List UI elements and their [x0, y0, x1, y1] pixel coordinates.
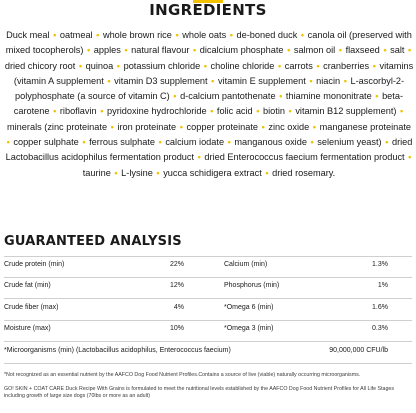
- analysis-value: 0.3%: [372, 325, 388, 332]
- ingredient-item: ferrous sulphate: [89, 137, 155, 148]
- divider: [4, 341, 412, 342]
- ingredient-item: choline chloride: [210, 60, 275, 71]
- analysis-value: 10%: [169, 325, 184, 332]
- separator-dot: •: [175, 30, 179, 40]
- ingredient-item: riboflavin: [59, 106, 97, 117]
- analysis-row: [4, 257, 412, 273]
- ingredient-item: vitamin B12 supplement): [295, 106, 397, 117]
- analysis-row: [4, 278, 412, 294]
- ingredient-item: vitamin E supplement: [217, 75, 306, 86]
- separator-dot: •: [53, 106, 57, 117]
- ingredient-item: whole brown rice: [102, 30, 172, 40]
- analysis-value: 22%: [169, 261, 184, 268]
- separator-dot: •: [82, 137, 86, 148]
- ingredient-item: oatmeal: [59, 30, 93, 40]
- ingredient-item: salmon oil: [293, 45, 336, 56]
- separator-dot: •: [173, 91, 177, 102]
- analysis-label: Moisture (max): [4, 325, 51, 332]
- separator-dot: •: [287, 45, 291, 56]
- ingredient-item: calcium iodate: [165, 137, 225, 148]
- analysis-value: 4%: [173, 304, 184, 311]
- separator-dot: •: [383, 45, 387, 56]
- separator-dot: •: [408, 45, 412, 56]
- separator-dot: •: [107, 75, 111, 86]
- separator-dot: •: [179, 121, 183, 132]
- footnote-nutrient: *Not recognized as an essential nutrient by the AAFCO Dog Food Nutrient Profiles.Contains a source of live (viable) naturally occurring microorganisms.: [4, 372, 361, 378]
- ingredient-item: quinoa: [85, 60, 114, 71]
- ingredient-item: copper proteinate: [186, 121, 259, 132]
- separator-dot: •: [96, 30, 100, 40]
- separator-dot: •: [288, 106, 292, 117]
- separator-dot: •: [312, 121, 317, 132]
- ingredient-item: L-lysine: [121, 167, 153, 178]
- separator-dot: •: [192, 45, 197, 56]
- separator-dot: •: [300, 30, 305, 40]
- analysis-value: 1.3%: [372, 261, 388, 268]
- analysis-label: *Omega 3 (min): [224, 325, 274, 332]
- analysis-row: [4, 300, 412, 316]
- ingredient-item: cranberries: [323, 60, 370, 71]
- ingredient-item: carrots: [284, 60, 313, 71]
- ingredients-list: [4, 28, 414, 181]
- ingredient-item: salt: [390, 45, 405, 56]
- separator-dot: •: [6, 137, 10, 148]
- separator-dot: •: [78, 60, 83, 71]
- separator-dot: •: [375, 91, 379, 102]
- separator-dot: •: [86, 45, 91, 56]
- ingredient-item: folic acid: [216, 106, 253, 117]
- footnote-aafco: GO! SKIN + COAT CARE Duck Recipe With Grains is formulated to meet the nutritional levels established by the AAFCO Dog Food Nutrient Profiles for All Life Stages including growth of large size dogs (70lbs or more as an adult): [4, 386, 395, 399]
- separator-dot: •: [110, 121, 114, 132]
- separator-dot: •: [279, 91, 283, 102]
- separator-dot: •: [310, 137, 314, 148]
- separator-dot: •: [197, 152, 201, 163]
- ingredient-item: manganese proteinate: [319, 121, 412, 132]
- ingredient-item: zinc oxide: [268, 121, 310, 132]
- separator-dot: •: [158, 137, 162, 148]
- ingredient-item: L-ascorbyl-2-polyphosphate (a source of vitamin C): [14, 75, 405, 102]
- ingredient-item: d-calcium pantothenate: [180, 91, 276, 102]
- ingredient-item: biotin: [263, 106, 285, 117]
- separator-dot: •: [53, 30, 57, 40]
- separator-dot: •: [265, 167, 269, 178]
- separator-dot: •: [343, 75, 347, 86]
- analysis-row: [4, 321, 412, 337]
- separator-dot: •: [277, 60, 282, 71]
- ingredient-item: apples: [93, 45, 121, 56]
- ingredient-item: minerals (zinc proteinate: [6, 121, 108, 132]
- separator-dot: •: [309, 75, 313, 86]
- ingredient-item: vitamin D3 supplement: [114, 75, 208, 86]
- ingredient-item: dried rosemary.: [272, 167, 336, 178]
- ingredient-item: thiamine mononitrate: [285, 91, 372, 102]
- analysis-value: 12%: [169, 282, 184, 289]
- ingredient-item: whole oats: [182, 30, 227, 40]
- divider: [4, 298, 412, 299]
- ingredients-title: INGREDIENTS: [149, 1, 267, 19]
- separator-dot: •: [408, 152, 412, 163]
- separator-dot: •: [316, 60, 320, 71]
- analysis-label: *Omega 6 (min): [224, 304, 274, 311]
- ingredient-item: dried Enterococcus faecium fermentation product: [204, 152, 405, 163]
- guaranteed-analysis-title: GUARANTEED ANALYSIS: [4, 234, 182, 249]
- ingredient-item: selenium yeast): [317, 137, 382, 148]
- separator-dot: •: [261, 121, 265, 132]
- separator-dot: •: [203, 60, 207, 71]
- ingredient-item: dried Lactobacillus acidophilus fermentation product: [5, 137, 413, 163]
- ingredient-item: de-boned duck: [236, 30, 298, 40]
- ingredient-item: canola oil (preserved with mixed tocopherols): [5, 30, 412, 56]
- separator-dot: •: [114, 167, 118, 178]
- separator-dot: •: [400, 106, 404, 117]
- analysis-value: 1%: [377, 282, 388, 289]
- ingredient-item: yucca schidigera extract: [163, 167, 262, 178]
- ingredient-item: dried chicory root: [4, 60, 76, 71]
- ingredient-item: dicalcium phosphate: [199, 45, 284, 56]
- ingredient-item: manganous oxide: [234, 137, 307, 148]
- separator-dot: •: [156, 167, 160, 178]
- ingredient-item: pyridoxine hydrochloride: [106, 106, 207, 117]
- separator-dot: •: [116, 60, 121, 71]
- analysis-label: Phosphorus (min): [224, 282, 280, 289]
- ingredient-item: vitamins (vitamin A supplement: [13, 60, 414, 86]
- ingredient-item: niacin: [316, 75, 341, 86]
- separator-dot: •: [211, 75, 215, 86]
- ingredient-item: taurine: [82, 167, 111, 178]
- analysis-label: *Microorganisms (min) (Lactobacillus acidophilus, Enterococcus faecium): [4, 347, 231, 354]
- separator-dot: •: [229, 30, 233, 40]
- separator-dot: •: [385, 137, 389, 148]
- separator-dot: •: [124, 45, 128, 56]
- ingredient-item: flaxseed: [345, 45, 380, 56]
- separator-dot: •: [227, 137, 231, 148]
- separator-dot: •: [256, 106, 260, 117]
- microorganisms-row: [4, 343, 412, 359]
- ingredient-item: Duck meal: [6, 30, 50, 40]
- analysis-value: 1.6%: [372, 304, 388, 311]
- separator-dot: •: [210, 106, 214, 117]
- divider: [4, 363, 412, 364]
- analysis-value: 90,000,000 CFU/lb: [329, 347, 388, 354]
- analysis-label: Calcium (min): [224, 261, 268, 268]
- ingredient-item: natural flavour: [131, 45, 190, 56]
- ingredient-item: potassium chloride: [123, 60, 201, 71]
- separator-dot: •: [372, 60, 376, 71]
- separator-dot: •: [338, 45, 342, 56]
- analysis-label: Crude fiber (max): [4, 304, 59, 311]
- ingredient-item: copper sulphate: [13, 137, 79, 148]
- ingredient-item: iron proteinate: [117, 121, 177, 132]
- separator-dot: •: [100, 106, 104, 117]
- analysis-label: Crude fat (min): [4, 282, 51, 289]
- analysis-label: Crude protein (min): [4, 261, 65, 268]
- ingredient-item: beta-carotene: [13, 91, 404, 117]
